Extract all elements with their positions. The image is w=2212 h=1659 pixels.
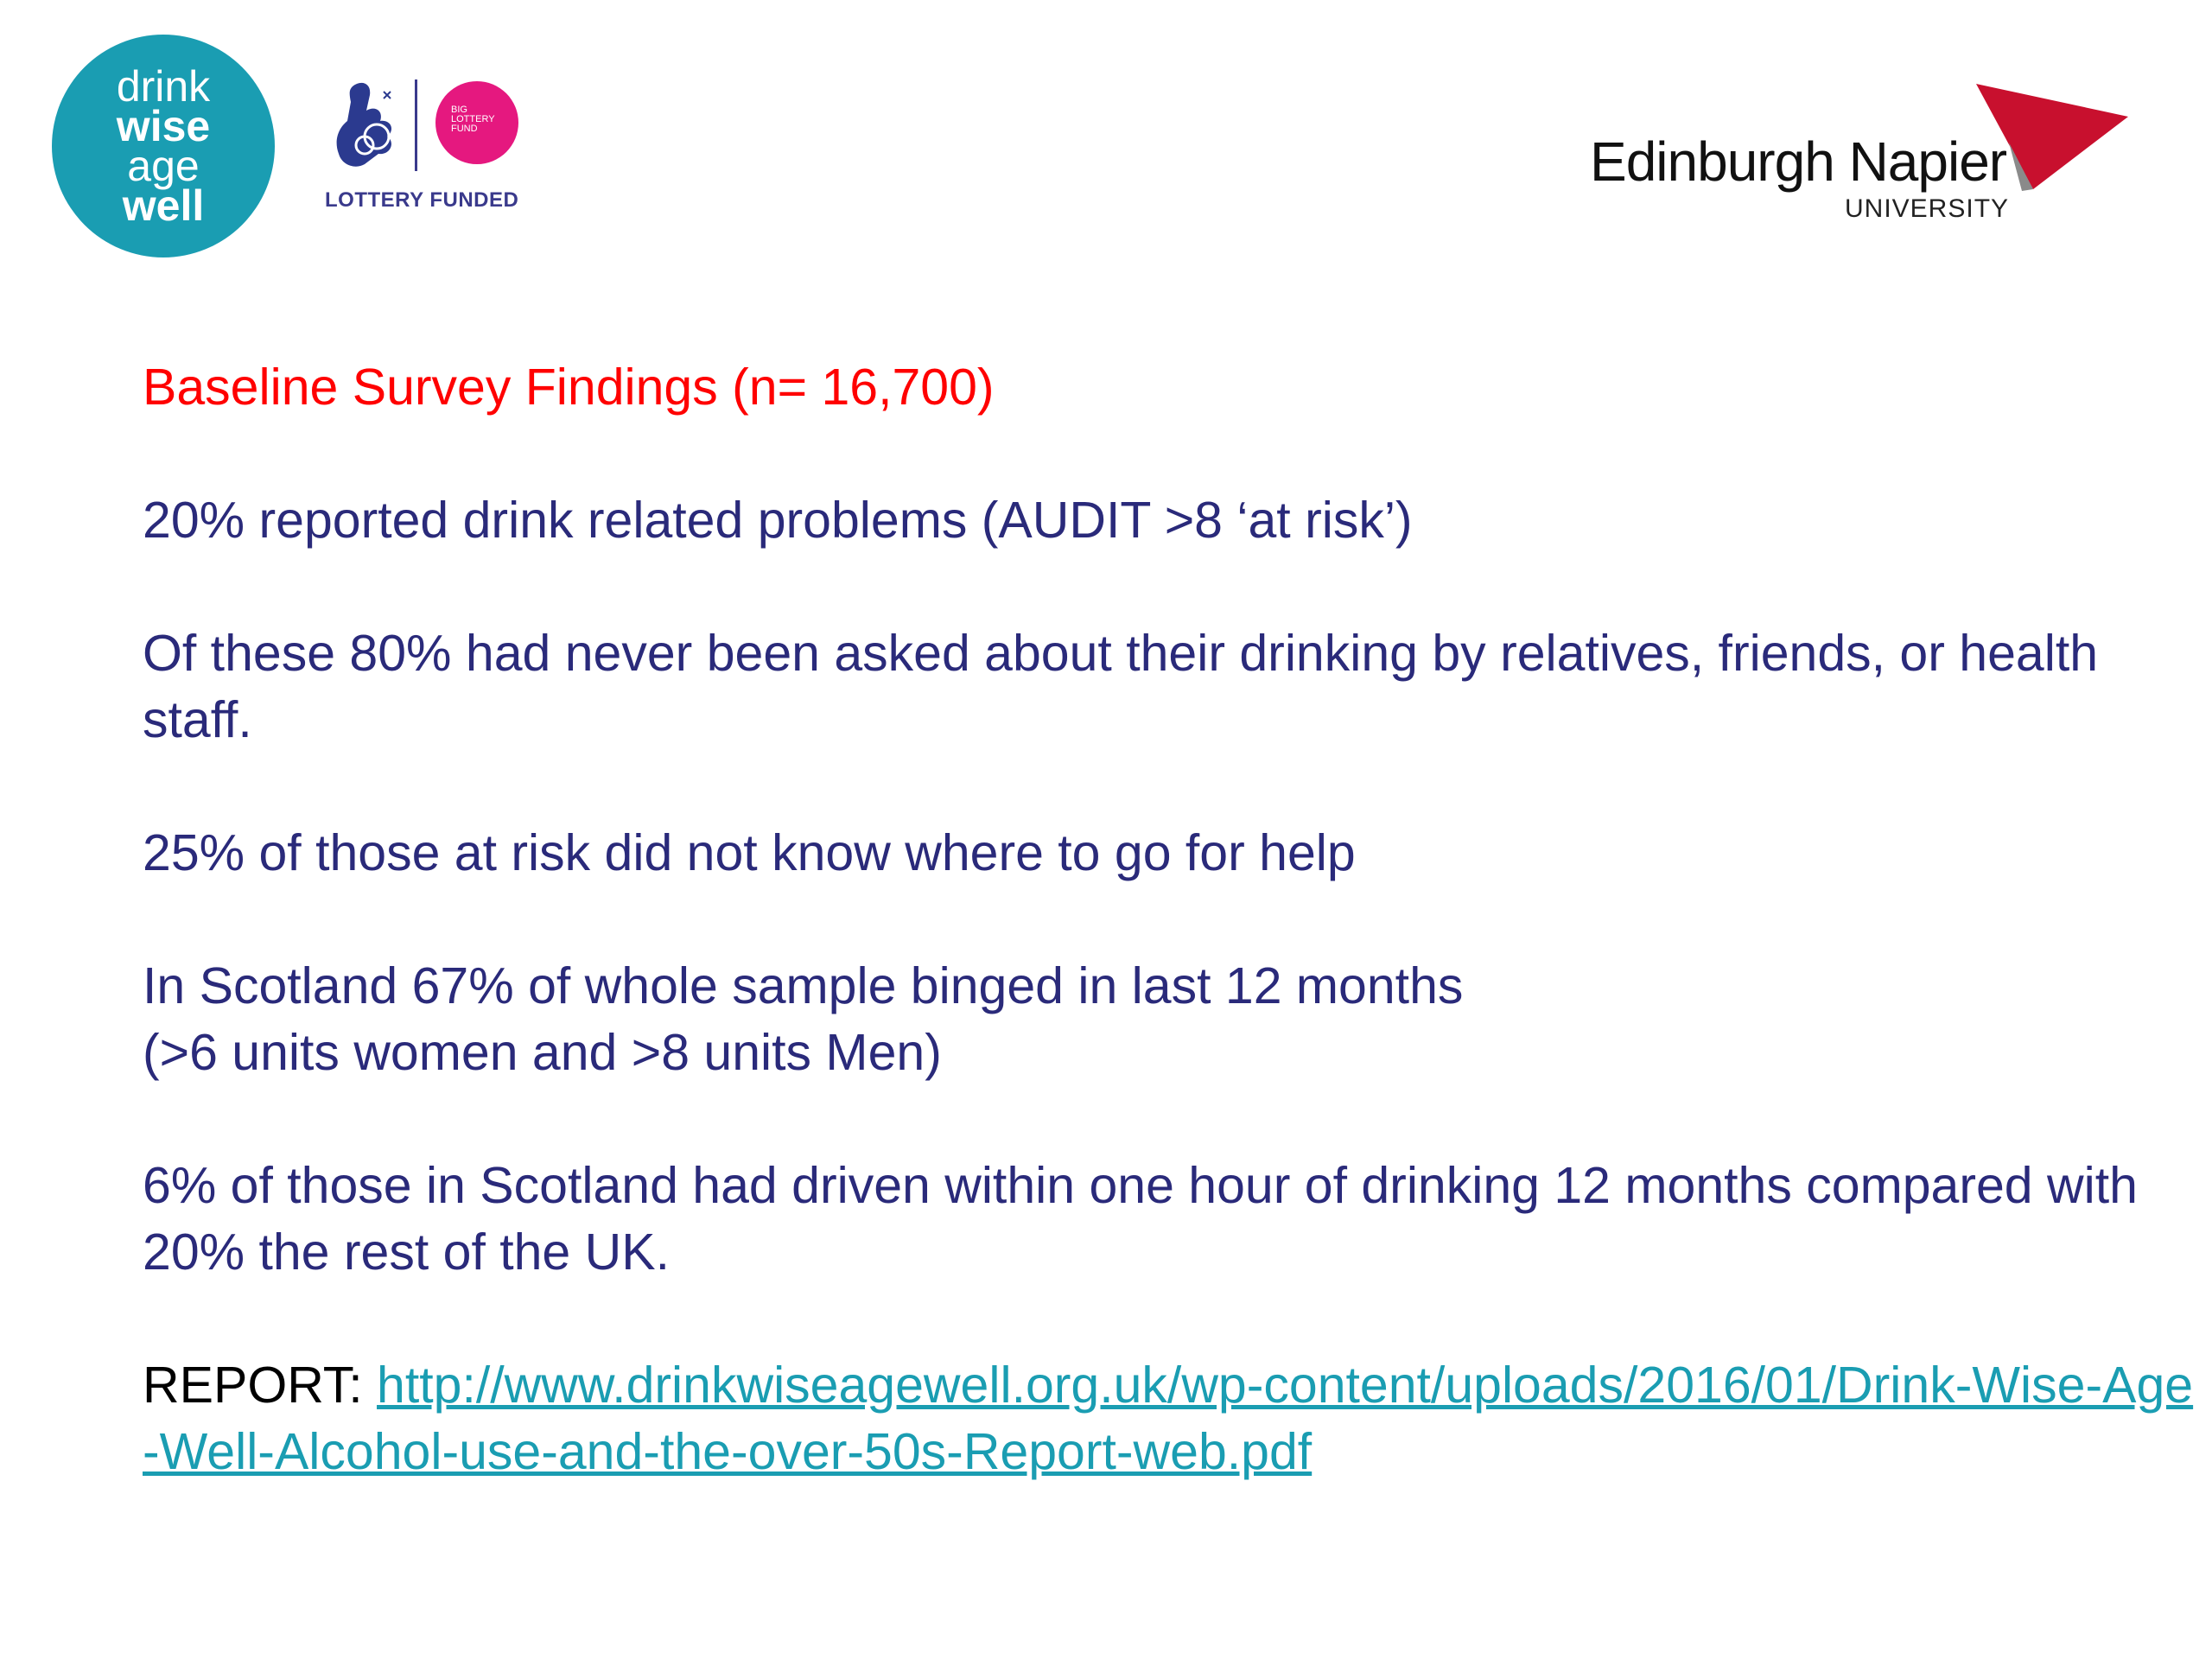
finding-binge-definition: (>6 units women and >8 units Men) xyxy=(143,1024,942,1081)
finding-audit: 20% reported drink related problems (AUDIT >8 ‘at risk’) xyxy=(143,492,1413,549)
report-label: REPORT: xyxy=(143,1357,378,1414)
finding-where-help: 25% of those at risk did not know where to go for help xyxy=(143,824,1356,881)
logo-divider xyxy=(415,79,417,171)
report-reference xyxy=(143,1352,2199,1485)
big-lottery-fund-text: BIG LOTTERY FUND xyxy=(451,105,495,134)
napier-name: Edinburgh Napier xyxy=(1590,130,2007,193)
logo-word-wise: wise xyxy=(116,102,211,150)
crossed-fingers-icon xyxy=(327,79,406,175)
finding-never-asked: Of these 80% had never been asked about their drinking by relatives, friends, or health staff. xyxy=(143,625,2099,748)
napier-university-label: UNIVERSITY xyxy=(1845,194,2010,223)
lottery-funded-logo xyxy=(321,74,529,221)
drink-wise-age-well-logo xyxy=(52,35,275,257)
report-link[interactable]: http://www.drinkwiseagewell.org.uk/wp-content/uploads/2016/01/Drink-Wise-Age-Well-Alcohol-use-and-the-over-50s-Report-web.pdf xyxy=(143,1357,2194,1480)
edinburgh-napier-logo xyxy=(1586,82,2130,229)
logo-word-well: well xyxy=(122,181,205,230)
big-lottery-fund-icon xyxy=(435,81,518,164)
finding-drink-driving: 6% of those in Scotland had driven within one hour of drinking 12 months compared with 20% the rest of the UK. xyxy=(143,1157,2138,1281)
findings-title: Baseline Survey Findings (n= 16,700) xyxy=(143,359,995,416)
findings-content xyxy=(143,354,2199,1485)
lottery-funded-label: LOTTERY FUNDED xyxy=(325,188,519,212)
finding-binge: In Scotland 67% of whole sample binged in last 12 months xyxy=(143,957,1464,1014)
logo-word-drink: drink xyxy=(116,62,211,111)
logo-word-age: age xyxy=(127,142,200,190)
